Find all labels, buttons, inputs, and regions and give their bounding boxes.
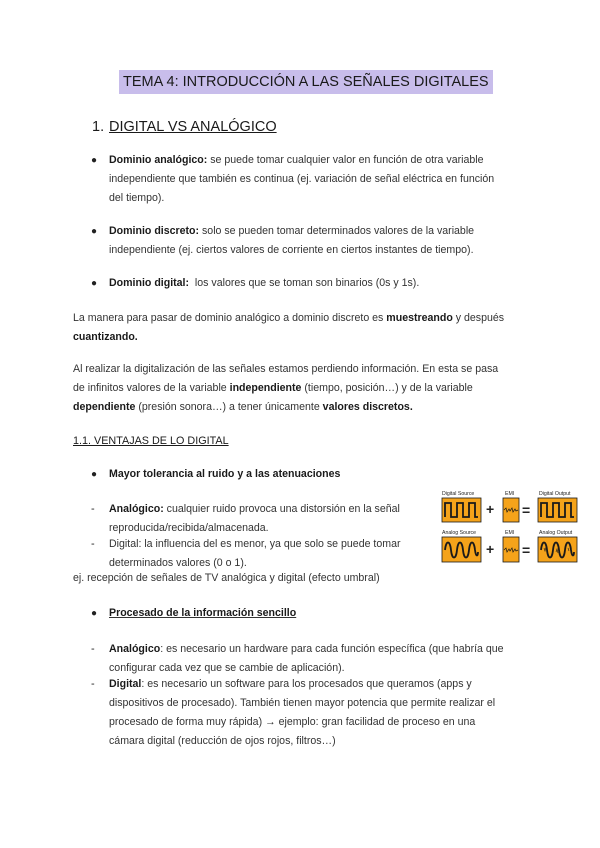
bullet-processing <box>109 604 296 623</box>
text: Digital: la influencia del es menor, ya que solo se puede tomar <box>109 538 401 550</box>
example-tv: ej. recepción de señales de TV analógica y digital (efecto umbral) <box>73 572 380 584</box>
text: del tiempo). <box>109 192 165 204</box>
bullet-noise-tolerance <box>109 465 340 484</box>
text: configurar cada vez que se cambie de aplicación). <box>109 662 345 674</box>
section-title: DIGITAL VS ANALÓGICO <box>109 119 277 135</box>
subsection-heading: 1.1. VENTAJAS DE LO DIGITAL <box>73 435 229 447</box>
text: de infinitos valores de la variable <box>73 382 230 394</box>
text: : es necesario un software para los procesados que queramos (apps y <box>141 678 472 690</box>
emi-comparison-figure <box>441 490 581 565</box>
equals-icon: = <box>522 502 531 518</box>
term: Mayor tolerancia al ruido y a las atenuaciones <box>109 468 341 480</box>
label-emi: EMI <box>505 491 515 497</box>
term: Digital <box>109 678 142 690</box>
term: Analógico: <box>109 503 164 515</box>
term: Dominio discreto: <box>109 225 200 237</box>
term: muestreando <box>386 312 453 324</box>
dash-marker: - <box>91 503 95 515</box>
label-analog-source: Analog Source <box>442 530 477 536</box>
text: La manera para pasar de dominio analógico a dominio discreto es <box>73 312 387 324</box>
bullet-digital-domain <box>109 274 539 293</box>
plus-icon: + <box>486 541 495 557</box>
term: cuantizando. <box>73 331 138 343</box>
text: (tiempo, posición…) y de la variable <box>301 382 473 394</box>
bullet-dot: ● <box>91 608 98 619</box>
bullet-discrete-domain <box>109 222 539 260</box>
bullet-dot: ● <box>91 469 98 480</box>
text: dispositivos de procesado). También tienen mayor potencia que permite realizar el <box>109 697 496 709</box>
text: cualquier ruido provoca una distorsión en la señal <box>163 503 400 515</box>
term: dependiente <box>73 401 136 413</box>
term: valores discretos. <box>322 401 413 413</box>
label-digital-output: Digital Output <box>539 491 571 497</box>
text: independiente que también es continua (ej. variación de señal eléctrica en función <box>109 173 495 185</box>
text: y después <box>452 312 505 324</box>
text: Al realizar la digitalización de las señales estamos perdiendo información. En esta se pasa <box>73 363 499 375</box>
item-analog-processing <box>109 640 539 678</box>
section-number: 1. <box>92 119 105 135</box>
label-analog-output: Analog Output <box>539 530 573 536</box>
text: se puede tomar cualquier valor en función de otra variable <box>207 154 484 166</box>
term: Dominio analógico: <box>109 154 208 166</box>
text: cámara digital (reducción de ojos rojos, filtros…) <box>109 735 336 747</box>
label-digital-source: Digital Source <box>442 491 475 497</box>
equals-icon: = <box>522 542 531 558</box>
term: Procesado de la información sencillo <box>109 607 297 619</box>
bullet-dot: ● <box>91 226 98 237</box>
text: procesado de forma muy rápida) → ejemplo: gran facilidad de proceso en una <box>109 716 476 728</box>
document-title: TEMA 4: INTRODUCCIÓN A LAS SEÑALES DIGITALES <box>119 70 493 94</box>
text: : es necesario un hardware para cada función específica (que habría que <box>160 643 504 655</box>
text: reproducida/recibida/almacenada. <box>109 522 269 534</box>
plus-icon: + <box>486 501 495 517</box>
section-heading <box>92 117 277 137</box>
bullet-dot: ● <box>91 278 98 289</box>
term: Analógico <box>109 643 161 655</box>
paragraph-digitization <box>73 360 543 417</box>
text: solo se pueden tomar determinados valores de la variable <box>199 225 475 237</box>
dash-marker: - <box>91 678 95 690</box>
text: los valores que se toman son binarios (0s y 1s). <box>189 277 420 289</box>
text: determinados valores (0 o 1). <box>109 557 247 569</box>
text: (presión sonora…) a tener únicamente <box>135 401 323 413</box>
term: independiente <box>229 382 302 394</box>
bullet-analog-domain <box>109 151 539 208</box>
item-digital-processing <box>109 675 539 751</box>
bullet-dot: ● <box>91 155 98 166</box>
dash-marker: - <box>91 643 95 655</box>
term: Dominio digital: <box>109 277 190 289</box>
item-digital-noise <box>109 535 429 573</box>
paragraph-sampling <box>73 309 533 347</box>
text: independiente (ej. ciertos valores de corriente en ciertos instantes de tiempo). <box>109 244 474 256</box>
dash-marker: - <box>91 538 95 550</box>
item-analog-noise <box>109 500 429 538</box>
label-emi: EMI <box>505 530 515 536</box>
